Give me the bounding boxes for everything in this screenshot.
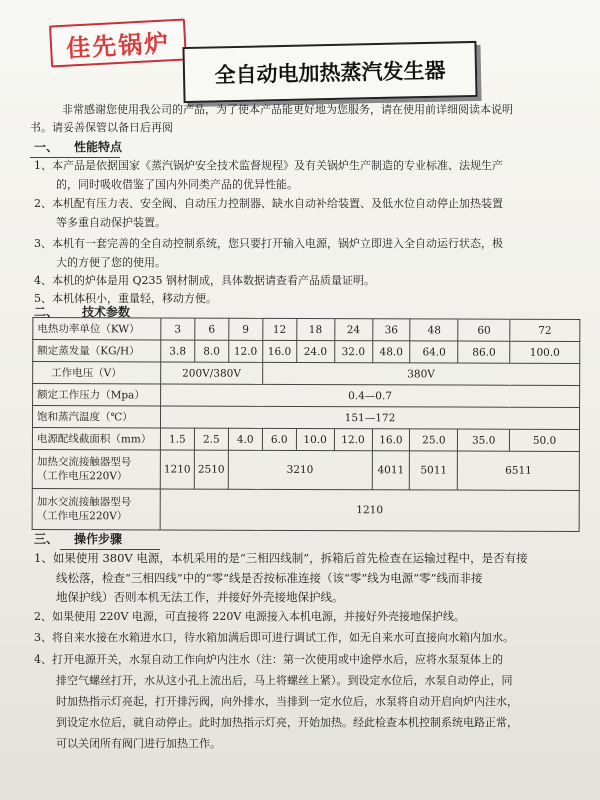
brand-logo: 佳先锅炉	[49, 18, 187, 67]
steam-cell: 12.0	[229, 340, 263, 362]
section3-line: 排空气螺丝打开，水从这小孔上流出后，马上将螺丝上紧）。到设定水位后，水泵自动停止，同	[56, 674, 513, 687]
section3-line: 3、将自来水接在水箱进水口，待水箱加满后即可进行调试工作，如无自来水可直接向水箱内加水。	[34, 631, 514, 644]
voltage-label: 工作电压（V）	[33, 362, 161, 384]
cable-cell: 4.0	[228, 428, 262, 450]
steam-cell: 86.0	[458, 341, 510, 363]
cable-cell: 35.0	[458, 429, 510, 451]
table-row-temperature	[32, 406, 579, 430]
power-cell: 6	[195, 318, 229, 340]
section1-number: 一、	[34, 140, 59, 154]
heat-contactor-cell: 4011	[372, 451, 410, 490]
power-cell: 36	[372, 319, 410, 341]
steam-cell: 64.0	[410, 341, 458, 363]
section3-number: 三、	[34, 532, 59, 546]
power-cell: 18	[297, 318, 335, 340]
power-cell: 9	[229, 318, 263, 340]
power-cell: 24	[334, 319, 372, 341]
pressure-label: 额定工作压力（Mpa）	[33, 384, 161, 406]
table-row-voltage	[33, 362, 580, 386]
cable-cell: 50.0	[510, 429, 580, 451]
power-cell: 3	[161, 318, 195, 340]
heat-contactor-label-line2: （工作电压220V）	[36, 470, 128, 483]
intro-line-2: 书。请妥善保管以备日后再阅	[30, 121, 173, 134]
heat-contactor-label-line1: 加热交流接触器型号	[36, 455, 132, 469]
steam-cell: 100.0	[510, 341, 580, 363]
steam-cell: 48.0	[372, 341, 410, 363]
spec-table	[32, 317, 581, 532]
voltage-cell-a: 200V/380V	[161, 362, 263, 384]
cable-cell: 16.0	[372, 429, 410, 451]
table-row-heat-contactor	[32, 450, 579, 491]
section1-line: 4、本机的炉体是用 Q235 钢材制成，具体数据请查看产品质量证明。	[34, 274, 376, 287]
section3-line: 1、如果使用 380V 电源，本机采用的是“三相四线制”，拆箱后首先检查在运输过程中，是否有接	[34, 551, 528, 565]
power-label: 电热功率单位（KW）	[33, 318, 161, 340]
cable-cell: 12.0	[334, 429, 372, 451]
section1-line: 的，同时吸收借鉴了国内外同类产品的优异性能。	[56, 178, 298, 191]
power-cell: 72	[510, 319, 580, 341]
steam-cell: 3.8	[161, 340, 195, 362]
section3-line: 可以关闭所有阀门进行加热工作。	[56, 737, 221, 750]
section1-line: 1、本产品是依据国家《蒸汽锅炉安全技术监督规程》及有关锅炉生产制造的专业标准、法规生产	[34, 159, 503, 172]
table-row-steam	[33, 340, 580, 364]
section3-line: 时加热指示灯亮起，打开排污阀，向外排水，当排到一定水位后，水泵将自动开启向炉内注水，	[56, 695, 518, 708]
power-cell: 48	[410, 319, 458, 341]
section1-line: 等多重自动保护装置。	[56, 216, 166, 229]
heat-contactor-cell: 6511	[458, 451, 580, 490]
title-box	[182, 41, 477, 103]
heat-contactor-cell: 5011	[410, 451, 458, 490]
water-contactor-label-line1: 加水交流接触器型号	[36, 495, 132, 509]
section3-line: 2、如果使用 220V 电源，可直接将 220V 电源接入本机电源，并接好外壳接地保护线。	[34, 610, 465, 623]
cable-cell: 1.5	[160, 428, 194, 450]
table-row-power	[33, 318, 580, 342]
document-title: 全自动电加热蒸汽发生器	[214, 57, 446, 88]
section3-line: 地保护线）否则本机无法工作，并接好外壳接地保护线。	[56, 590, 344, 604]
section2-heading: 技术参数	[82, 305, 131, 319]
steam-cell: 24.0	[296, 340, 334, 362]
steam-label: 额定蒸发量（KG/H）	[33, 340, 161, 362]
power-cell: 12	[263, 318, 297, 340]
cable-label: 电源配线截面积（mm）	[32, 428, 160, 450]
voltage-cell-b: 380V	[262, 362, 579, 385]
cable-cell: 6.0	[262, 428, 296, 450]
steam-cell: 32.0	[334, 341, 372, 363]
steam-cell: 8.0	[195, 340, 229, 362]
table-row-cable	[32, 428, 579, 452]
steam-cell: 16.0	[262, 340, 296, 362]
heat-contactor-cell: 2510	[194, 450, 228, 489]
intro-line-1: 非常感谢您使用我公司的产品，为了使本产品能更好地为您服务，请在使用前详细阅读本说明	[62, 103, 513, 116]
heat-contactor-cell: 1210	[160, 450, 194, 489]
cable-cell: 2.5	[194, 428, 228, 450]
section3-line: 到设定水位后，就自动停止。此时加热指示灯亮，开始加热。经此检查本机控制系统电路正常，	[56, 716, 518, 729]
section1-line: 2、本机配有压力表、安全阀、自动压力控制器、缺水自动补给装置、及低水位自动停止加热装置	[34, 197, 503, 210]
table-row-water-contactor	[32, 489, 579, 532]
table-row-pressure	[33, 384, 580, 408]
water-contactor-cell: 1210	[160, 489, 579, 531]
pressure-cell: 0.4—0.7	[161, 384, 580, 407]
section1-line: 5、本机体积小，重量轻，移动方便。	[34, 292, 217, 305]
water-contactor-label-line2: （工作电压220V）	[36, 510, 128, 523]
section3-line: 线松落，检查“三相四线”中的“零”线是否按标准连接（该“零”线为电源“零”线而非接	[56, 571, 483, 585]
cable-cell: 10.0	[296, 428, 334, 450]
heat-contactor-cell: 3210	[228, 450, 372, 490]
section3-line: 4、打开电源开关，水泵自动工作向炉内注水（注：第一次使用或中途停水后，应将水泵泵体上的	[34, 653, 503, 666]
section2-number: 二、	[34, 305, 59, 319]
cable-cell: 25.0	[410, 429, 458, 451]
water-contactor-label	[32, 489, 160, 530]
section1-line: 大的方便了您的使用。	[56, 256, 166, 269]
section3-heading: 操作步骤	[74, 532, 123, 546]
section1-heading: 性能特点	[74, 140, 123, 154]
section1-line: 3、本机有一套完善的全自动控制系统，您只要打开输入电源，锅炉立即进入全自动运行状态，极	[34, 237, 503, 250]
temperature-label: 饱和蒸汽温度（℃）	[32, 406, 160, 428]
heat-contactor-label	[32, 450, 160, 489]
temperature-cell: 151—172	[160, 406, 579, 429]
power-cell: 60	[458, 319, 510, 341]
